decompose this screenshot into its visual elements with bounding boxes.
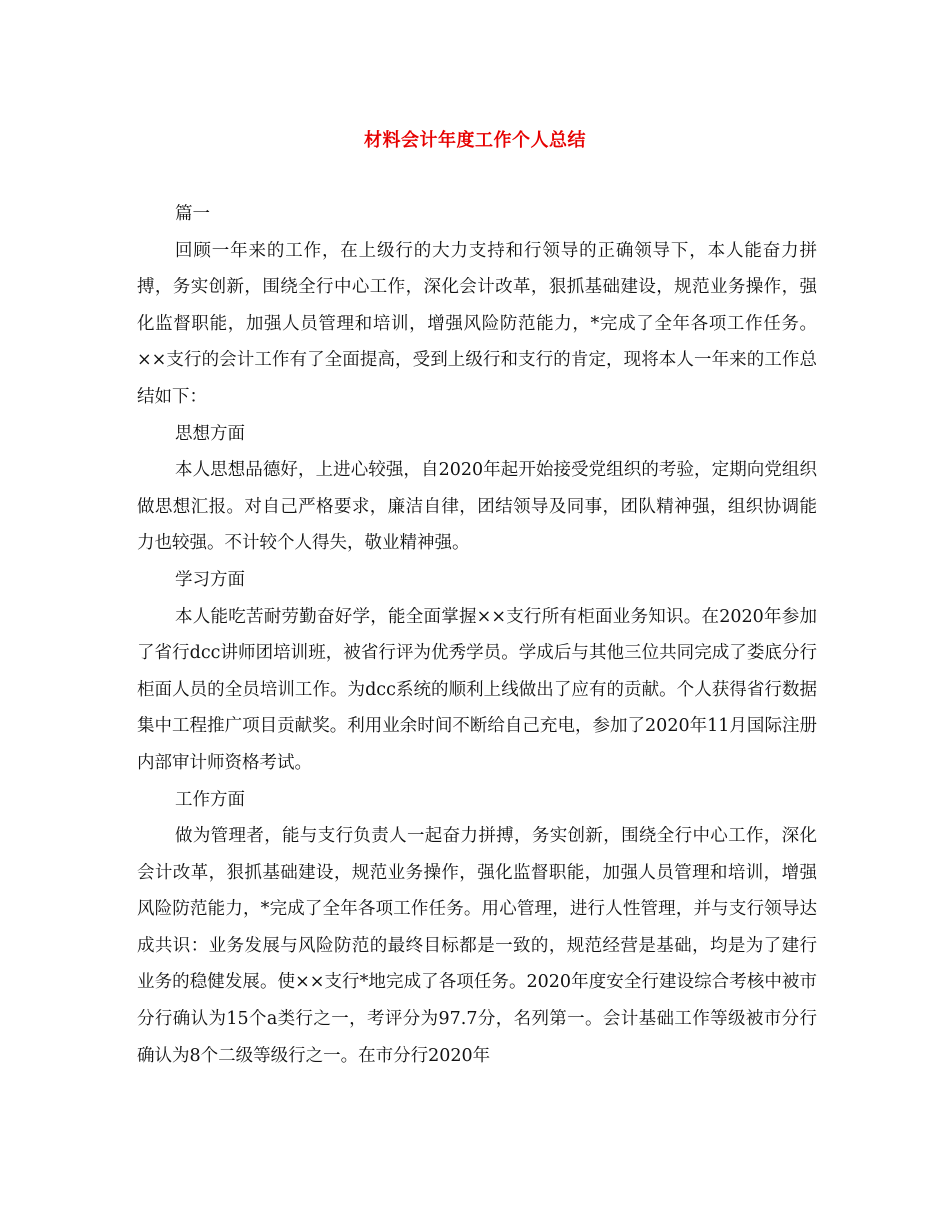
section-heading-study: 学习方面 (175, 569, 245, 590)
section-heading-work: 工作方面 (175, 789, 245, 810)
section-heading-pian-yi: 篇一 (175, 204, 210, 224)
section-paragraph-intro: 回顾一年来的工作，在上级行的大力支持和行领导的正确领导下，本人能奋力拼搏，务实创新，围绕全行中心工作，深化会计改革，狠抓基础建设，规范业务操作，强化监督职能，加强人员管理和培训，增强风险防范能力，*完成了全年各项工作任务。××支行的会计工作有了全面提高，受到上级行和支行的肯定，现将本人一年来的工作总结如下： (137, 240, 817, 407)
section-paragraph-study: 本人能吃苦耐劳勤奋好学，能全面掌握××支行所有柜面业务知识。在2020年参加了省行dcc讲师团培训班，被省行评为优秀学员。学成后与其他三位共同完成了娄底分行柜面人员的全员培训工作。为dcc系统的顺利上线做出了应有的贡献。个人获得省行数据集中工程推广项目贡献奖。利用业余时间不断给自己充电，参加了2020年11月国际注册内部审计师资格考试。 (137, 606, 817, 773)
section-paragraph-thought: 本人思想品德好，上进心较强，自2020年起开始接受党组织的考验，定期向党组织做思想汇报。对自己严格要求，廉洁自律，团结领导及同事，团队精神强，组织协调能力也较强。不计较个人得失，敬业精神强。 (137, 460, 817, 554)
document-title: 材料会计年度工作个人总结 (364, 130, 586, 151)
section-heading-thought: 思想方面 (175, 423, 245, 444)
document-body (137, 196, 817, 1074)
section-paragraph-work: 做为管理者，能与支行负责人一起奋力拼搏，务实创新，围绕全行中心工作，深化会计改革，狠抓基础建设，规范业务操作，强化监督职能，加强人员管理和培训，增强风险防范能力，*完成了全年各项工作任务。用心管理，进行人性管理，并与支行领导达成共识：业务发展与风险防范的最终目标都是一致的，规范经营是基础，均是为了建行业务的稳健发展。使××支行*地完成了各项任务。2020年度安全行建设综合考核中被市分行确认为15个a类行之一，考评分为97.7分，名列第一。会计基础工作等级被市分行确认为8个二级等级行之一。在市分行2020年 (137, 826, 817, 1066)
